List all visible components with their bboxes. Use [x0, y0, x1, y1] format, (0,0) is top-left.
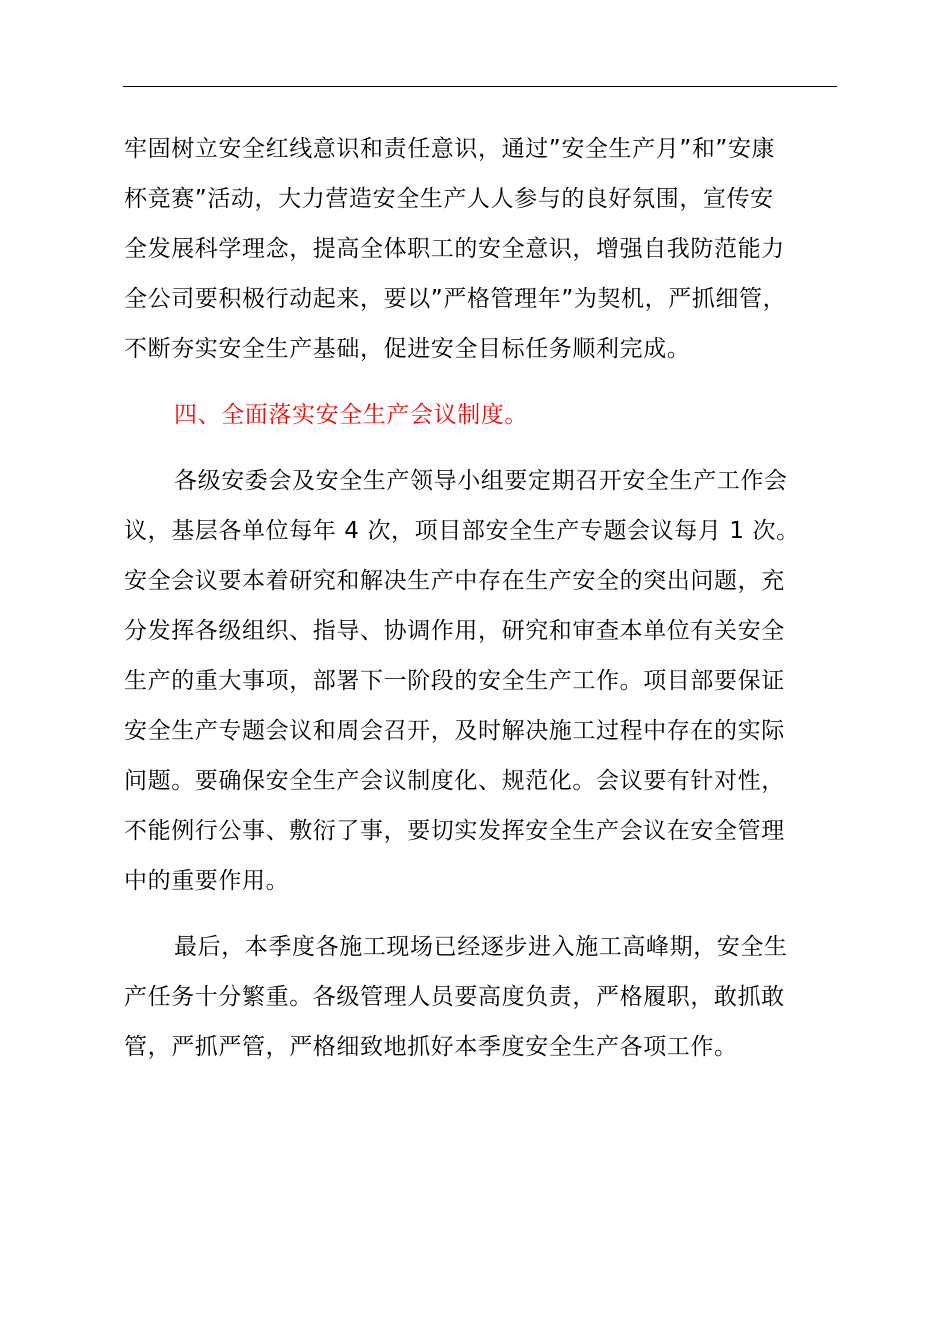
- text-line: 全发展科学理念，提高全体职工的安全意识，增强自我防范能力: [124, 236, 785, 262]
- text-line: 安全生产专题会议和周会召开，及时解决施工过程中存在的实际: [124, 718, 785, 744]
- paragraph-2: [124, 456, 844, 906]
- text-line: 中的重要作用。: [124, 868, 290, 894]
- paragraph-1: [124, 124, 844, 374]
- text-line: 最后，本季度各施工现场已经逐步进入施工高峰期，安全生: [174, 934, 788, 960]
- text-line: 牢固树立安全红线意识和责任意识，通过”安全生产月”和”安康: [124, 136, 776, 162]
- text-line: 生产的重大事项，部署下一阶段的安全生产工作。项目部要保证: [124, 668, 785, 694]
- text-line: 不能例行公事、敷衍了事，要切实发挥安全生产会议在安全管理: [124, 818, 785, 844]
- header-rule: [123, 86, 837, 87]
- document-body: [124, 124, 844, 1072]
- text-line: 议，基层各单位每年 4 次，项目部安全生产专题会议每月 1 次。: [124, 518, 800, 544]
- text-line: 管，严抓严管，严格细致地抓好本季度安全生产各项工作。: [124, 1034, 738, 1060]
- section-heading: 四、全面落实安全生产会议制度。: [174, 402, 528, 428]
- text-line: 不断夯实安全生产基础，促进安全目标任务顺利完成。: [124, 336, 691, 362]
- text-line: 杯竞赛”活动，大力营造安全生产人人参与的良好氛围，宣传安: [124, 186, 774, 212]
- section-heading-block: [124, 390, 844, 440]
- text-line: 分发挥各级组织、指导、协调作用，研究和审查本单位有关安全: [124, 618, 785, 644]
- text-line: 全公司要积极行动起来，要以”严格管理年”为契机，严抓细管，: [124, 286, 787, 312]
- text-line: 各级安委会及安全生产领导小组要定期召开安全生产工作会: [174, 468, 788, 494]
- text-line: 问题。要确保安全生产会议制度化、规范化。会议要有针对性，: [124, 768, 785, 794]
- text-line: 产任务十分繁重。各级管理人员要高度负责，严格履职，敢抓敢: [124, 984, 785, 1010]
- paragraph-3: [124, 922, 844, 1072]
- text-line: 安全会议要本着研究和解决生产中存在生产安全的突出问题，充: [124, 568, 785, 594]
